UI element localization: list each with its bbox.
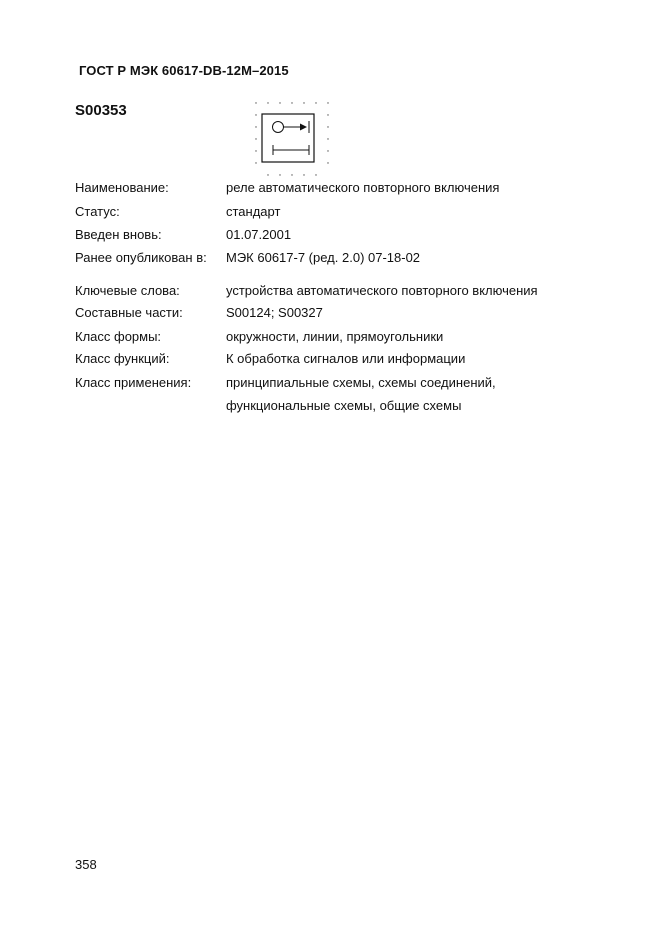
field-value: 01.07.2001 [226,227,292,242]
symbol-code: S00353 [75,102,127,119]
field-value: устройства автоматического повторного включения [226,283,538,298]
field-value: окружности, линии, прямоугольники [226,329,444,344]
field-label: Введен вновь: [75,227,162,242]
field-label: Класс формы: [75,329,162,344]
document-header: ГОСТ Р МЭК 60617-DB-12M–2015 [79,63,289,78]
field-label: Составные части: [75,305,183,320]
field-value: стандарт [226,204,281,219]
field-label: Наименование: [75,180,169,195]
field-label: Статус: [75,204,120,219]
field-label: Класс применения: [75,375,192,390]
field-label: Класс функций: [75,351,170,366]
auto-reclosing-relay-symbol-icon [252,100,334,178]
field-value: принципиальные схемы, схемы соединений, [226,375,496,390]
page-number: 358 [75,857,97,872]
field-value: S00124; S00327 [226,305,323,320]
field-value: К обработка сигналов или информации [226,351,466,366]
field-label: Ключевые слова: [75,283,180,298]
field-label: Ранее опубликован в: [75,250,207,265]
field-value: функциональные схемы, общие схемы [226,398,462,413]
symbol-grid-dots [255,102,328,175]
field-value: МЭК 60617-7 (ред. 2.0) 07-18-02 [226,250,421,265]
field-value: реле автоматического повторного включения [226,180,500,195]
